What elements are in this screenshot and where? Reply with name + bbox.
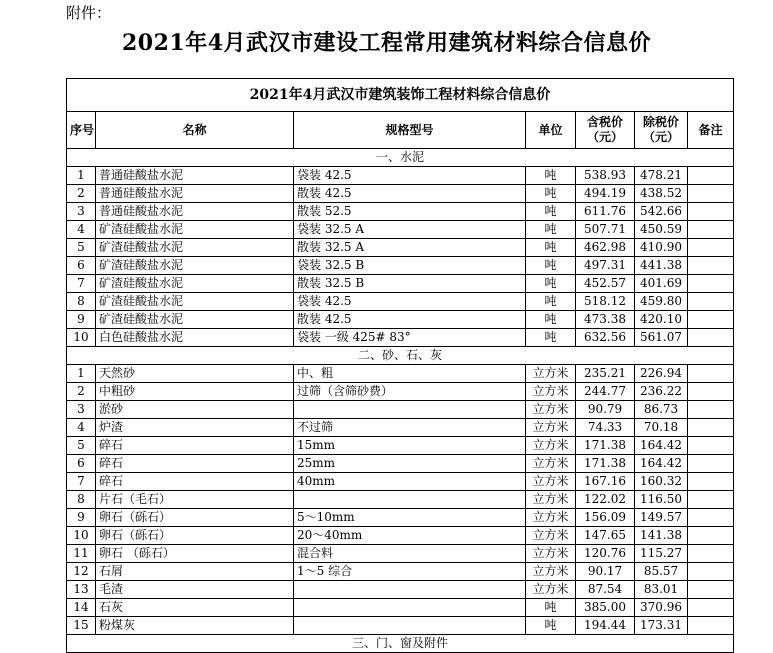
cell-spec: 袋装 一级 425# 83° [294, 329, 526, 347]
cell-price-notax: 86.73 [635, 401, 688, 419]
cell-remark [688, 167, 734, 185]
cell-no: 13 [67, 581, 96, 599]
table-row [67, 527, 734, 545]
table-row [67, 401, 734, 419]
table-row [67, 617, 734, 635]
cell-spec: 不过筛 [294, 419, 526, 437]
cell-price-notax: 459.80 [635, 293, 688, 311]
cell-price-notax: 236.22 [635, 383, 688, 401]
cell-price-tax: 147.65 [576, 527, 635, 545]
cell-spec: 袋装 32.5 A [294, 221, 526, 239]
page-title: 2021年4月武汉市建设工程常用建筑材料综合信息价 [121, 30, 652, 56]
table-row [67, 167, 734, 185]
cell-price-notax: 561.07 [635, 329, 688, 347]
cell-no: 2 [67, 185, 96, 203]
cell-price-tax: 87.54 [576, 581, 635, 599]
header-price-tax [576, 112, 635, 149]
cell-unit: 立方米 [526, 581, 576, 599]
cell-name: 卵石（砾石） [96, 527, 294, 545]
cell-name: 卵石（砾石） [96, 509, 294, 527]
cell-name: 碎石 [96, 473, 294, 491]
cell-spec: 袋装 32.5 B [294, 257, 526, 275]
cell-no: 6 [67, 257, 96, 275]
table-row [67, 437, 734, 455]
cell-name: 普通硅酸盐水泥 [96, 203, 294, 221]
cell-unit: 吨 [526, 311, 576, 329]
cell-no: 9 [67, 509, 96, 527]
cell-price-tax: 194.44 [576, 617, 635, 635]
cell-no: 5 [67, 437, 96, 455]
cell-name: 矿渣硅酸盐水泥 [96, 239, 294, 257]
section-title: 三、门、窗及附件 [67, 635, 734, 653]
header-unit: 单位 [526, 112, 576, 149]
cell-spec [294, 491, 526, 509]
cell-price-tax: 611.76 [576, 203, 635, 221]
cell-no: 1 [67, 167, 96, 185]
cell-remark [688, 401, 734, 419]
table-row [67, 599, 734, 617]
header-price-tax-line1: 含税价 [586, 115, 623, 129]
cell-spec [294, 617, 526, 635]
cell-unit: 立方米 [526, 455, 576, 473]
cell-spec: 散装 52.5 [294, 203, 526, 221]
cell-spec [294, 599, 526, 617]
cell-price-tax: 518.12 [576, 293, 635, 311]
cell-spec [294, 581, 526, 599]
cell-remark [688, 617, 734, 635]
header-price-notax-line2: （元） [642, 130, 679, 144]
cell-unit: 吨 [526, 293, 576, 311]
table-row [67, 455, 734, 473]
cell-spec: 40mm [294, 473, 526, 491]
cell-spec: 袋装 42.5 [294, 293, 526, 311]
cell-spec: 混合料 [294, 545, 526, 563]
table-row [67, 257, 734, 275]
cell-name: 淤砂 [96, 401, 294, 419]
cell-price-tax: 167.16 [576, 473, 635, 491]
cell-remark [688, 581, 734, 599]
cell-price-notax: 410.90 [635, 239, 688, 257]
table-row [67, 473, 734, 491]
cell-remark [688, 455, 734, 473]
header-no: 序号 [67, 112, 96, 149]
cell-name: 石灰 [96, 599, 294, 617]
cell-no: 4 [67, 419, 96, 437]
cell-unit: 立方米 [526, 383, 576, 401]
table-row [67, 563, 734, 581]
cell-unit: 立方米 [526, 419, 576, 437]
cell-no: 15 [67, 617, 96, 635]
cell-spec: 散装 32.5 B [294, 275, 526, 293]
cell-unit: 吨 [526, 167, 576, 185]
cell-name: 矿渣硅酸盐水泥 [96, 311, 294, 329]
cell-no: 12 [67, 563, 96, 581]
cell-spec: 散装 32.5 A [294, 239, 526, 257]
cell-remark [688, 221, 734, 239]
header-remark: 备注 [688, 112, 734, 149]
table-row [67, 293, 734, 311]
cell-name: 片石（毛石） [96, 491, 294, 509]
cell-unit: 立方米 [526, 527, 576, 545]
cell-price-notax: 116.50 [635, 491, 688, 509]
cell-remark [688, 203, 734, 221]
cell-no: 3 [67, 203, 96, 221]
cell-unit: 吨 [526, 203, 576, 221]
cell-unit: 吨 [526, 599, 576, 617]
cell-price-tax: 473.38 [576, 311, 635, 329]
cell-name: 普通硅酸盐水泥 [96, 167, 294, 185]
table-row [67, 275, 734, 293]
cell-no: 4 [67, 221, 96, 239]
table-subtitle: 2021年4月武汉市建筑装饰工程材料综合信息价 [67, 79, 734, 112]
cell-price-notax: 70.18 [635, 419, 688, 437]
table-row [67, 203, 734, 221]
cell-remark [688, 545, 734, 563]
table-row [67, 419, 734, 437]
cell-price-notax: 115.27 [635, 545, 688, 563]
cell-unit: 立方米 [526, 563, 576, 581]
cell-price-notax: 542.66 [635, 203, 688, 221]
cell-name: 碎石 [96, 437, 294, 455]
cell-name: 普通硅酸盐水泥 [96, 185, 294, 203]
cell-remark [688, 473, 734, 491]
cell-price-tax: 497.31 [576, 257, 635, 275]
table-row [67, 545, 734, 563]
cell-unit: 吨 [526, 329, 576, 347]
cell-price-notax: 141.38 [635, 527, 688, 545]
cell-name: 毛渣 [96, 581, 294, 599]
cell-remark [688, 509, 734, 527]
cell-spec: 散装 42.5 [294, 185, 526, 203]
cell-price-notax: 149.57 [635, 509, 688, 527]
table-row [67, 509, 734, 527]
cell-remark [688, 311, 734, 329]
cell-no: 7 [67, 275, 96, 293]
table-row [67, 491, 734, 509]
table-row [67, 383, 734, 401]
cell-name: 炉渣 [96, 419, 294, 437]
cell-remark [688, 437, 734, 455]
cell-price-notax: 450.59 [635, 221, 688, 239]
cell-price-notax: 85.57 [635, 563, 688, 581]
cell-unit: 立方米 [526, 473, 576, 491]
cell-no: 6 [67, 455, 96, 473]
cell-price-notax: 160.32 [635, 473, 688, 491]
cell-price-tax: 171.38 [576, 437, 635, 455]
cell-unit: 立方米 [526, 401, 576, 419]
header-name: 名称 [96, 112, 294, 149]
header-price-tax-line2: （元） [586, 130, 623, 144]
cell-name: 粉煤灰 [96, 617, 294, 635]
cell-unit: 立方米 [526, 437, 576, 455]
cell-price-tax: 90.79 [576, 401, 635, 419]
cell-price-tax: 244.77 [576, 383, 635, 401]
cell-spec: 袋装 42.5 [294, 167, 526, 185]
cell-unit: 立方米 [526, 491, 576, 509]
section-title: 二、砂、石、灰 [67, 347, 734, 365]
cell-price-tax: 507.71 [576, 221, 635, 239]
section-title: 一、水泥 [67, 149, 734, 167]
table-row [67, 581, 734, 599]
cell-remark [688, 275, 734, 293]
cell-price-tax: 122.02 [576, 491, 635, 509]
cell-unit: 吨 [526, 185, 576, 203]
cell-no: 10 [67, 527, 96, 545]
cell-price-tax: 538.93 [576, 167, 635, 185]
table-header-row [67, 112, 734, 149]
table-row [67, 365, 734, 383]
cell-no: 11 [67, 545, 96, 563]
cell-price-tax: 452.57 [576, 275, 635, 293]
table-row [67, 311, 734, 329]
cell-no: 10 [67, 329, 96, 347]
cell-remark [688, 293, 734, 311]
attachment-label: 附件： [66, 4, 112, 22]
cell-spec: 20～40mm [294, 527, 526, 545]
cell-price-tax: 171.38 [576, 455, 635, 473]
cell-unit: 立方米 [526, 545, 576, 563]
cell-spec: 过筛（含筛砂费） [294, 383, 526, 401]
cell-remark [688, 383, 734, 401]
table-row [67, 239, 734, 257]
cell-name: 中粗砂 [96, 383, 294, 401]
cell-remark [688, 491, 734, 509]
cell-price-tax: 90.17 [576, 563, 635, 581]
cell-price-tax: 120.76 [576, 545, 635, 563]
cell-price-notax: 478.21 [635, 167, 688, 185]
cell-spec: 25mm [294, 455, 526, 473]
cell-no: 5 [67, 239, 96, 257]
cell-price-notax: 83.01 [635, 581, 688, 599]
header-price-notax-line1: 除税价 [642, 115, 679, 129]
cell-no: 2 [67, 383, 96, 401]
cell-no: 7 [67, 473, 96, 491]
cell-spec: 散装 42.5 [294, 311, 526, 329]
cell-no: 9 [67, 311, 96, 329]
cell-unit: 立方米 [526, 365, 576, 383]
cell-unit: 吨 [526, 257, 576, 275]
cell-no: 8 [67, 491, 96, 509]
cell-name: 天然砂 [96, 365, 294, 383]
cell-unit: 立方米 [526, 509, 576, 527]
cell-name: 卵石 （砾石） [96, 545, 294, 563]
section-row [67, 347, 734, 365]
cell-price-tax: 235.21 [576, 365, 635, 383]
cell-price-notax: 401.69 [635, 275, 688, 293]
cell-price-tax: 632.56 [576, 329, 635, 347]
cell-unit: 吨 [526, 275, 576, 293]
cell-price-notax: 226.94 [635, 365, 688, 383]
cell-spec: 中、粗 [294, 365, 526, 383]
cell-spec: 1～5 综合 [294, 563, 526, 581]
cell-no: 1 [67, 365, 96, 383]
header-price-notax [635, 112, 688, 149]
cell-price-tax: 385.00 [576, 599, 635, 617]
cell-name: 矿渣硅酸盐水泥 [96, 221, 294, 239]
cell-price-tax: 74.33 [576, 419, 635, 437]
table-row [67, 185, 734, 203]
cell-remark [688, 527, 734, 545]
table-row [67, 221, 734, 239]
header-spec: 规格型号 [294, 112, 526, 149]
cell-remark [688, 365, 734, 383]
cell-unit: 吨 [526, 617, 576, 635]
cell-unit: 吨 [526, 239, 576, 257]
cell-name: 矿渣硅酸盐水泥 [96, 293, 294, 311]
cell-price-notax: 164.42 [635, 455, 688, 473]
cell-remark [688, 239, 734, 257]
cell-name: 矿渣硅酸盐水泥 [96, 275, 294, 293]
cell-spec [294, 401, 526, 419]
cell-name: 白色硅酸盐水泥 [96, 329, 294, 347]
cell-spec: 5～10mm [294, 509, 526, 527]
cell-remark [688, 185, 734, 203]
cell-price-notax: 173.31 [635, 617, 688, 635]
cell-price-notax: 370.96 [635, 599, 688, 617]
table-row [67, 329, 734, 347]
cell-remark [688, 329, 734, 347]
cell-no: 14 [67, 599, 96, 617]
section-row [67, 149, 734, 167]
cell-price-tax: 462.98 [576, 239, 635, 257]
cell-remark [688, 257, 734, 275]
cell-no: 3 [67, 401, 96, 419]
cell-name: 矿渣硅酸盐水泥 [96, 257, 294, 275]
cell-price-notax: 420.10 [635, 311, 688, 329]
cell-remark [688, 563, 734, 581]
cell-remark [688, 599, 734, 617]
cell-price-tax: 156.09 [576, 509, 635, 527]
cell-no: 8 [67, 293, 96, 311]
cell-price-tax: 494.19 [576, 185, 635, 203]
price-table [66, 78, 734, 653]
cell-name: 石屑 [96, 563, 294, 581]
section-row [67, 635, 734, 653]
cell-price-notax: 164.42 [635, 437, 688, 455]
cell-unit: 吨 [526, 221, 576, 239]
cell-price-notax: 441.38 [635, 257, 688, 275]
cell-spec: 15mm [294, 437, 526, 455]
cell-price-notax: 438.52 [635, 185, 688, 203]
cell-remark [688, 419, 734, 437]
cell-name: 碎石 [96, 455, 294, 473]
